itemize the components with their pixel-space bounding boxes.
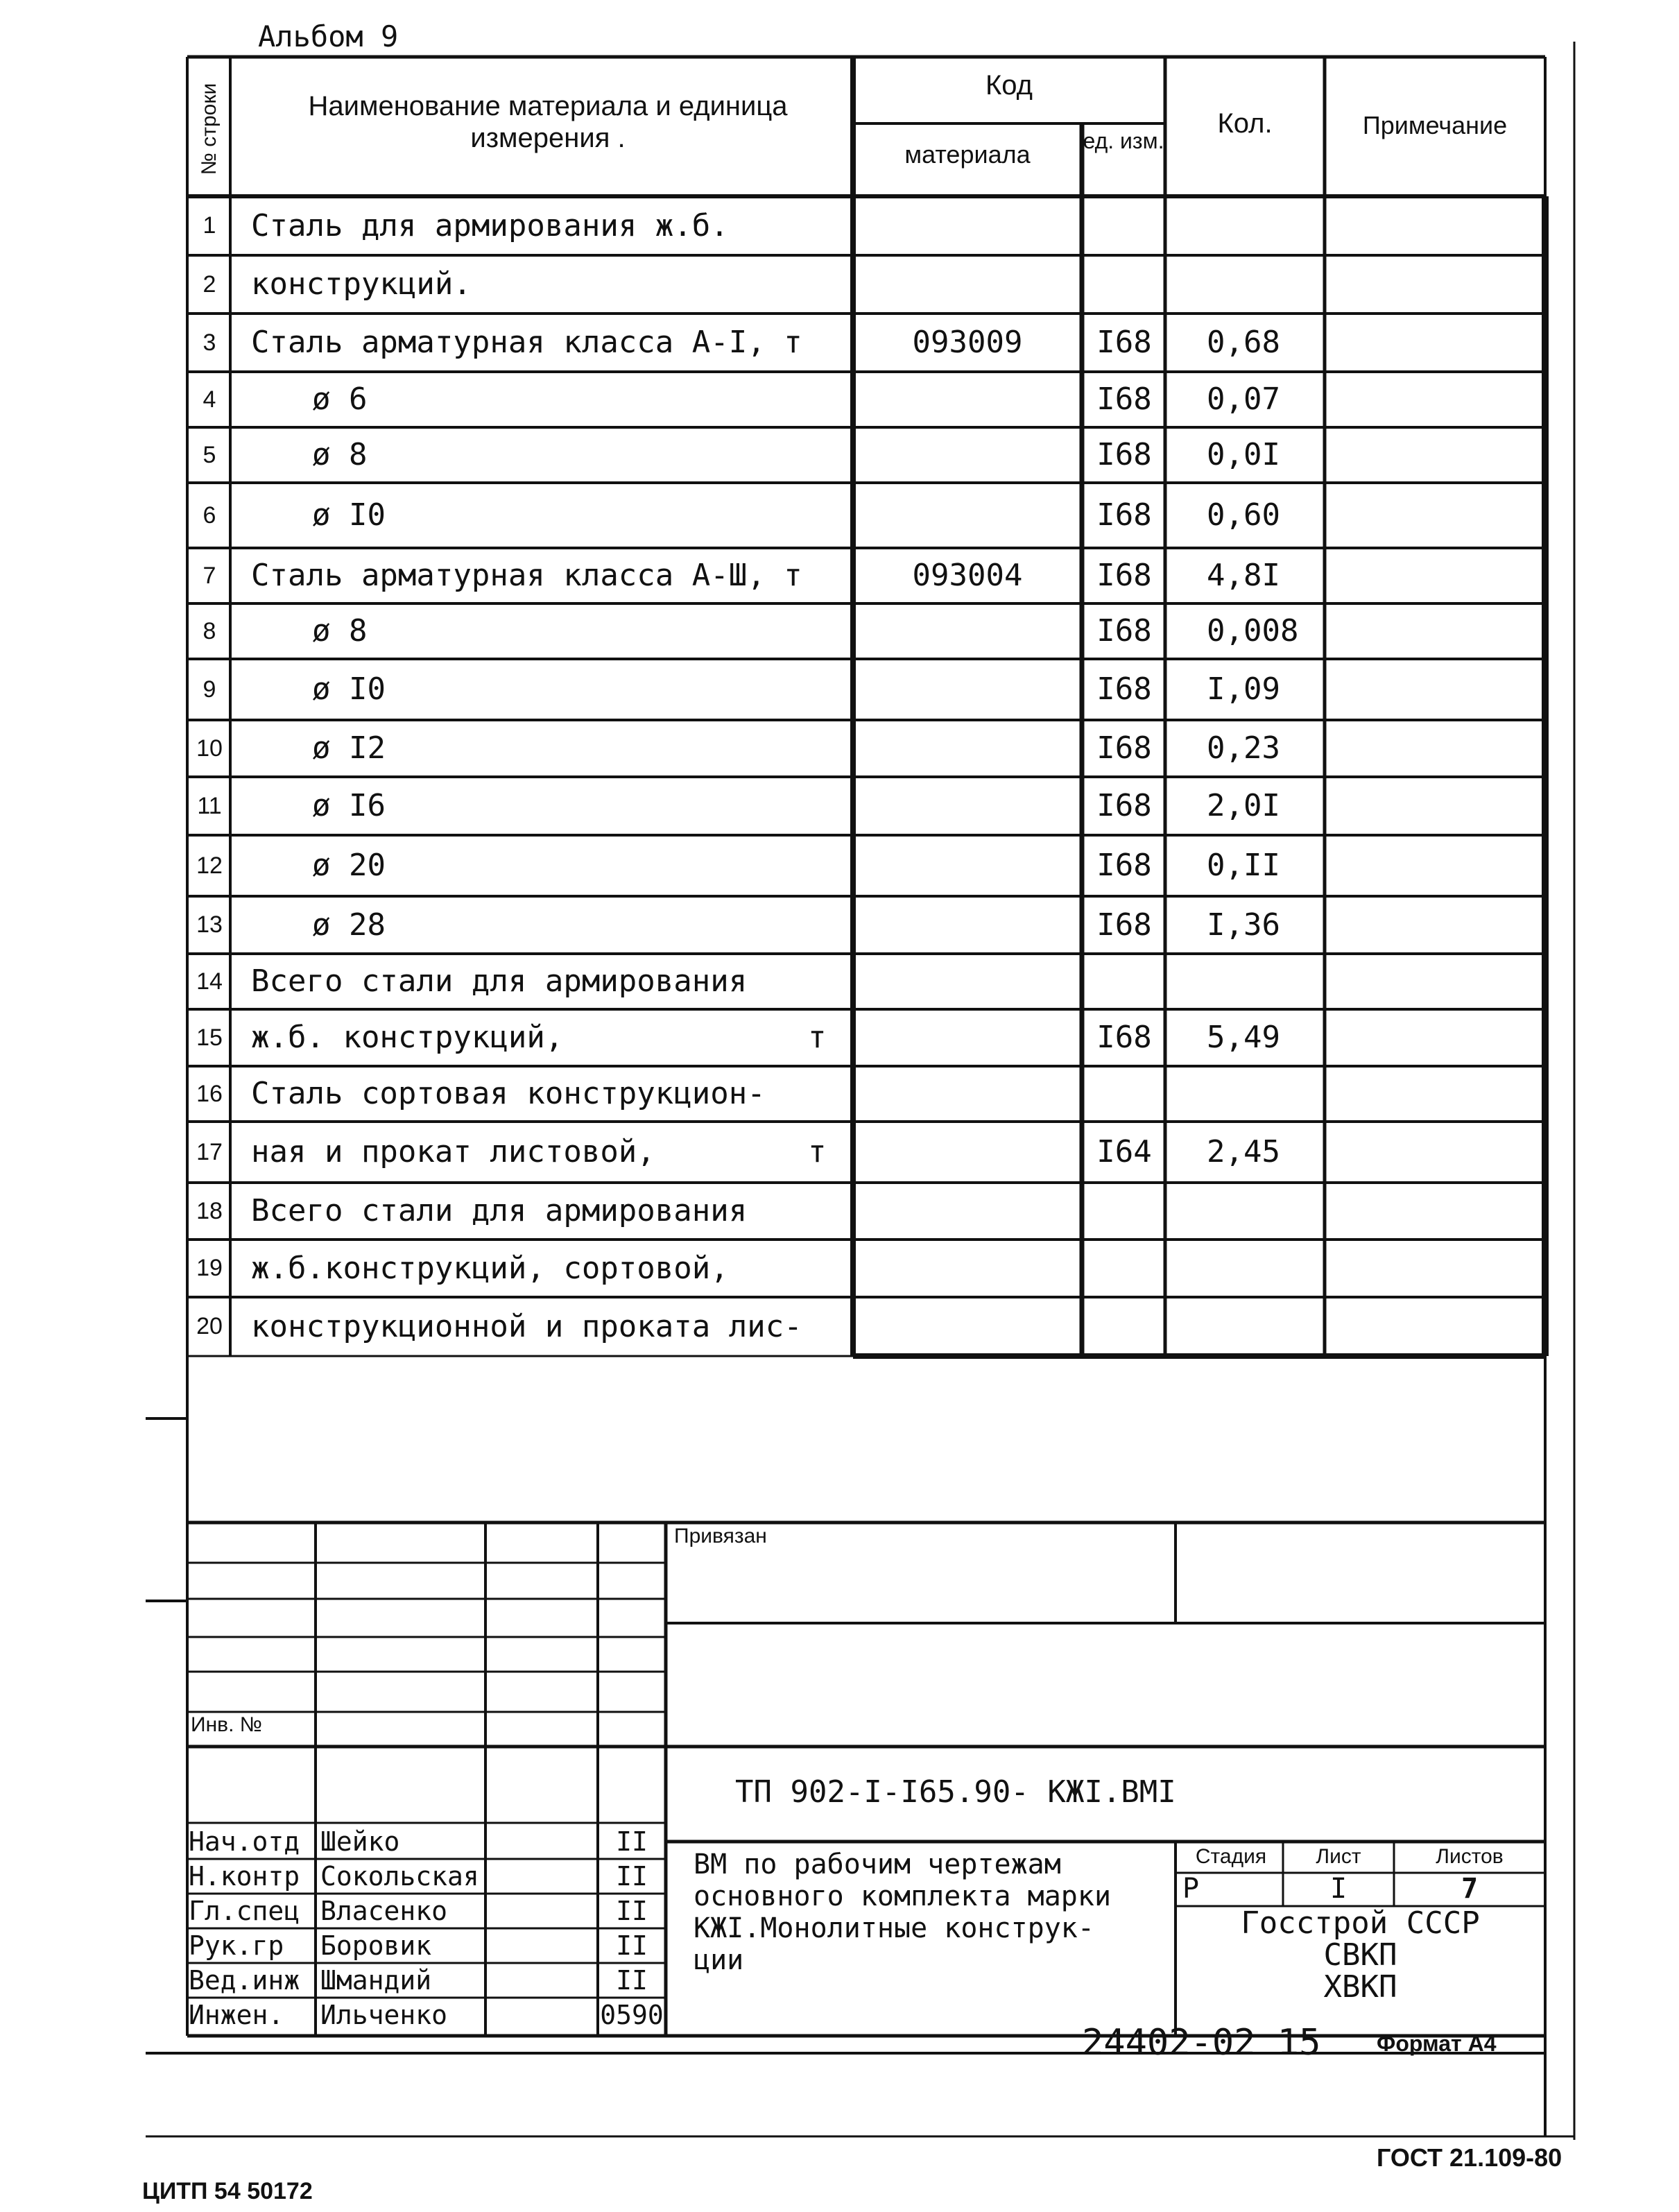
sheet-value: I — [1329, 1873, 1347, 1905]
row-number: 7 — [203, 563, 216, 589]
row-number: 14 — [196, 968, 223, 995]
row-code: 093004 — [912, 558, 1023, 593]
row-qty: 2,0I — [1207, 788, 1280, 823]
row-name: ø 6 — [312, 381, 368, 417]
row-number: 4 — [203, 386, 216, 413]
signer-role: Инжен. — [189, 2000, 284, 2030]
sheet-label: Лист — [1316, 1845, 1361, 1868]
signer-date: II — [616, 1861, 648, 1892]
row-qty: 0,07 — [1207, 381, 1280, 417]
header-material: материала — [904, 140, 1031, 169]
footer-format: Формат А4 — [1377, 2031, 1497, 2056]
row-number: 6 — [203, 502, 216, 529]
sheets-value: 7 — [1461, 1873, 1479, 1905]
signer-role: Гл.спец — [189, 1896, 300, 1926]
row-number: 12 — [196, 852, 223, 879]
row-name: ø 8 — [312, 613, 368, 649]
footer-number: 24402-02 15 — [1082, 2022, 1321, 2064]
signer-date: II — [616, 1826, 648, 1857]
doc-title-line: КЖI.Монолитные конструк- — [694, 1912, 1094, 1944]
doc-code: ТП 902-I-I65.90- КЖI.ВМI — [735, 1774, 1176, 1810]
row-name: ø 8 — [312, 437, 368, 472]
header-unit: ед. изм. — [1083, 128, 1164, 153]
signer-date: II — [616, 1965, 648, 1996]
row-name: ø I0 — [312, 671, 386, 707]
row-unit: I68 — [1096, 325, 1152, 360]
row-number: 5 — [203, 442, 216, 468]
row-qty: 0,II — [1207, 848, 1280, 883]
album-label: Альбом 9 — [258, 19, 399, 53]
row-number: 2 — [203, 271, 216, 298]
row-number: 19 — [196, 1255, 223, 1281]
row-qty: I,36 — [1207, 907, 1280, 943]
header-name: Наименование материала и единица измерения . — [308, 91, 788, 153]
row-number: 20 — [196, 1313, 223, 1339]
row-name: конструкционной и проката лис- — [251, 1309, 802, 1344]
row-name: Сталь арматурная класса А-Ш, т — [251, 558, 802, 593]
doc-title-line: ВМ по рабочим чертежам — [694, 1849, 1061, 1880]
row-number: 16 — [196, 1081, 223, 1107]
stage-value: Р — [1182, 1873, 1200, 1905]
signer-name: Шейко — [320, 1826, 400, 1857]
footer-gost: ГОСТ 21.109-80 — [1377, 2143, 1562, 2172]
row-name: конструкций. — [251, 266, 472, 302]
org-line: Госстрой СССР — [1241, 1905, 1480, 1941]
org-line: СВКП — [1323, 1937, 1397, 1973]
row-qty: 0,68 — [1207, 325, 1280, 360]
row-number: 10 — [196, 735, 223, 762]
row-unit-suffix: т — [808, 1020, 827, 1055]
row-qty: 5,49 — [1207, 1020, 1280, 1055]
row-qty: 0,008 — [1207, 613, 1299, 649]
row-number: 18 — [196, 1198, 223, 1224]
row-name: ø 28 — [312, 907, 386, 943]
signer-date: II — [616, 1896, 648, 1926]
inv-no-label: Инв. № — [191, 1713, 262, 1736]
signer-name: Ильченко — [320, 2000, 448, 2030]
row-name: ø I6 — [312, 788, 386, 823]
signer-name: Сокольская — [320, 1861, 479, 1892]
row-unit: I68 — [1096, 558, 1152, 593]
row-name: Сталь сортовая конструкцион- — [251, 1076, 766, 1111]
row-unit: I68 — [1096, 1020, 1152, 1055]
footer-ditp: ЦИТП 54 50172 — [142, 2178, 313, 2204]
row-name: ø I2 — [312, 730, 386, 766]
row-unit: I68 — [1096, 671, 1152, 707]
row-unit: I68 — [1096, 497, 1152, 533]
header-qty: Кол. — [1217, 108, 1273, 139]
org-line: ХВКП — [1323, 1969, 1397, 2005]
row-unit: I68 — [1096, 730, 1152, 766]
signer-role: Нач.отд — [189, 1826, 300, 1857]
row-code: 093009 — [912, 325, 1023, 360]
row-number: 1 — [203, 212, 216, 239]
org-block — [1176, 1907, 1545, 2003]
signer-name: Боровик — [320, 1930, 432, 1961]
signer-date: 0590 — [600, 2000, 664, 2030]
row-unit-suffix: т — [808, 1134, 827, 1169]
row-unit: I68 — [1096, 437, 1152, 472]
row-unit: I68 — [1096, 613, 1152, 649]
row-number: 13 — [196, 911, 223, 938]
row-number: 17 — [196, 1139, 223, 1165]
row-qty: I,09 — [1207, 671, 1280, 707]
row-name: Всего стали для армирования — [251, 1193, 748, 1228]
row-name: ная и прокат листовой, — [251, 1134, 655, 1169]
header-code: Код — [985, 70, 1033, 101]
header-note: Примечание — [1362, 111, 1508, 139]
row-number: 9 — [203, 676, 216, 703]
row-name: ж.б. конструкций, — [251, 1020, 564, 1055]
signer-date: II — [616, 1930, 648, 1961]
row-number: 8 — [203, 618, 216, 644]
row-qty: 4,8I — [1207, 558, 1280, 593]
row-unit: I68 — [1096, 848, 1152, 883]
row-qty: 0,60 — [1207, 497, 1280, 533]
header-row-no-label: № строки — [198, 83, 221, 175]
stage-label: Стадия — [1195, 1845, 1267, 1868]
row-name: ж.б.конструкций, сортовой, — [251, 1251, 729, 1286]
doc-title — [694, 1849, 1111, 1976]
row-name: Сталь для армирования ж.б. — [251, 208, 729, 243]
row-name: Сталь арматурная класса А-I, т — [251, 325, 802, 360]
row-qty: 0,0I — [1207, 437, 1280, 472]
signer-name: Власенко — [320, 1896, 448, 1926]
header-row-no — [190, 64, 229, 194]
signer-role: Вед.инж — [189, 1965, 300, 1996]
signer-role: Н.контр — [189, 1861, 300, 1892]
privyazan-label: Привязан — [674, 1525, 767, 1547]
row-number: 15 — [196, 1024, 223, 1051]
row-name: Всего стали для армирования — [251, 963, 748, 999]
doc-title-line: ции — [694, 1944, 744, 1976]
signer-name: Шмандий — [320, 1965, 432, 1996]
row-unit: I68 — [1096, 788, 1152, 823]
row-qty: 0,23 — [1207, 730, 1280, 766]
doc-title-line: основного комплекта марки — [694, 1880, 1112, 1912]
sheets-label: Листов — [1436, 1845, 1504, 1868]
row-unit: I68 — [1096, 381, 1152, 417]
row-number: 3 — [203, 329, 216, 356]
signer-role: Рук.гр — [189, 1930, 284, 1961]
row-unit: I64 — [1096, 1134, 1152, 1169]
row-number: 11 — [197, 793, 222, 819]
row-qty: 2,45 — [1207, 1134, 1280, 1169]
row-name: ø 20 — [312, 848, 386, 883]
row-unit: I68 — [1096, 907, 1152, 943]
row-name: ø I0 — [312, 497, 386, 533]
